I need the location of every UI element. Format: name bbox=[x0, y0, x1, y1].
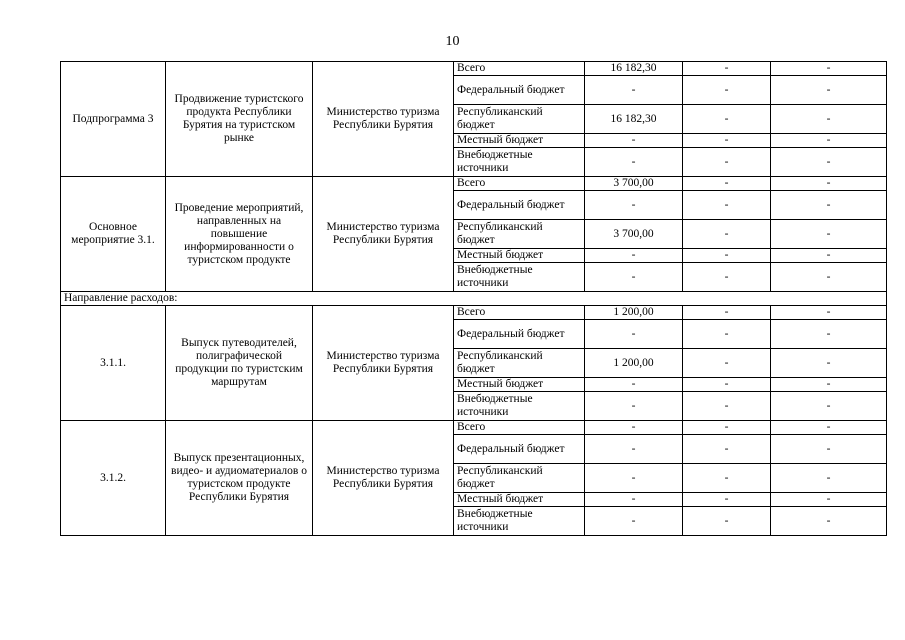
value-cell: - bbox=[771, 62, 887, 76]
value-cell: - bbox=[585, 435, 683, 464]
funding-source: Федеральный бюджет bbox=[454, 191, 585, 220]
value-cell: - bbox=[683, 220, 771, 249]
value-cell: - bbox=[771, 191, 887, 220]
funding-source: Внебюджетные источники bbox=[454, 263, 585, 292]
value-cell: - bbox=[683, 177, 771, 191]
value-cell: - bbox=[683, 392, 771, 421]
budget-table bbox=[60, 61, 887, 536]
value-cell: - bbox=[771, 76, 887, 105]
program-code: Подпрограмма 3 bbox=[61, 62, 166, 177]
value-cell: - bbox=[585, 464, 683, 493]
value-cell: 16 182,30 bbox=[585, 105, 683, 134]
value-cell: - bbox=[683, 105, 771, 134]
program-name: Проведение мероприятий, направленных на повышение информированности о туристском продукте bbox=[166, 177, 313, 292]
value-cell: - bbox=[771, 320, 887, 349]
funding-source: Федеральный бюджет bbox=[454, 320, 585, 349]
value-cell: - bbox=[683, 421, 771, 435]
value-cell: - bbox=[771, 105, 887, 134]
value-cell: - bbox=[585, 191, 683, 220]
funding-source: Внебюджетные источники bbox=[454, 148, 585, 177]
value-cell: 1 200,00 bbox=[585, 349, 683, 378]
program-name: Выпуск презентационных, видео- и аудиоматериалов о туристском продукте Республики Бурятия bbox=[166, 421, 313, 536]
funding-source: Всего bbox=[454, 306, 585, 320]
value-cell: - bbox=[683, 349, 771, 378]
value-cell: - bbox=[683, 464, 771, 493]
value-cell: - bbox=[683, 378, 771, 392]
funding-source: Федеральный бюджет bbox=[454, 435, 585, 464]
value-cell: - bbox=[771, 134, 887, 148]
program-name: Выпуск путеводителей, полиграфической продукции по туристским маршрутам bbox=[166, 306, 313, 421]
funding-source: Всего bbox=[454, 177, 585, 191]
value-cell: - bbox=[683, 306, 771, 320]
executor: Министерство туризма Республики Бурятия bbox=[313, 306, 454, 421]
value-cell: - bbox=[585, 134, 683, 148]
funding-source: Федеральный бюджет bbox=[454, 76, 585, 105]
value-cell: - bbox=[771, 435, 887, 464]
value-cell: - bbox=[585, 249, 683, 263]
value-cell: 3 700,00 bbox=[585, 177, 683, 191]
funding-source: Республиканский бюджет bbox=[454, 105, 585, 134]
value-cell: - bbox=[771, 148, 887, 177]
value-cell: - bbox=[683, 320, 771, 349]
value-cell: - bbox=[771, 177, 887, 191]
funding-source: Местный бюджет bbox=[454, 249, 585, 263]
value-cell: - bbox=[771, 464, 887, 493]
table-row bbox=[61, 292, 887, 306]
value-cell: - bbox=[683, 435, 771, 464]
funding-source: Республиканский бюджет bbox=[454, 464, 585, 493]
program-code: Основное мероприятие 3.1. bbox=[61, 177, 166, 292]
value-cell: 16 182,30 bbox=[585, 62, 683, 76]
funding-source: Местный бюджет bbox=[454, 134, 585, 148]
value-cell: - bbox=[771, 249, 887, 263]
value-cell: 1 200,00 bbox=[585, 306, 683, 320]
value-cell: 3 700,00 bbox=[585, 220, 683, 249]
value-cell: - bbox=[771, 421, 887, 435]
value-cell: - bbox=[771, 349, 887, 378]
funding-source: Местный бюджет bbox=[454, 378, 585, 392]
program-code: 3.1.2. bbox=[61, 421, 166, 536]
funding-source: Всего bbox=[454, 62, 585, 76]
value-cell: - bbox=[585, 507, 683, 536]
funding-source: Внебюджетные источники bbox=[454, 507, 585, 536]
value-cell: - bbox=[585, 148, 683, 177]
page-number: 10 bbox=[445, 34, 460, 49]
value-cell: - bbox=[683, 493, 771, 507]
funding-source: Всего bbox=[454, 421, 585, 435]
value-cell: - bbox=[771, 392, 887, 421]
table-row bbox=[61, 306, 887, 320]
table-row bbox=[61, 177, 887, 191]
value-cell: - bbox=[771, 263, 887, 292]
value-cell: - bbox=[683, 263, 771, 292]
value-cell: - bbox=[585, 378, 683, 392]
value-cell: - bbox=[585, 421, 683, 435]
value-cell: - bbox=[585, 493, 683, 507]
executor: Министерство туризма Республики Бурятия bbox=[313, 62, 454, 177]
funding-source: Внебюджетные источники bbox=[454, 392, 585, 421]
value-cell: - bbox=[771, 507, 887, 536]
executor: Министерство туризма Республики Бурятия bbox=[313, 177, 454, 292]
value-cell: - bbox=[771, 493, 887, 507]
direction-label: Направление расходов: bbox=[61, 292, 887, 306]
value-cell: - bbox=[771, 378, 887, 392]
value-cell: - bbox=[585, 76, 683, 105]
value-cell: - bbox=[683, 507, 771, 536]
value-cell: - bbox=[683, 249, 771, 263]
value-cell: - bbox=[683, 148, 771, 177]
program-code: 3.1.1. bbox=[61, 306, 166, 421]
funding-source: Республиканский бюджет bbox=[454, 220, 585, 249]
value-cell: - bbox=[771, 306, 887, 320]
value-cell: - bbox=[585, 392, 683, 421]
table-row bbox=[61, 421, 887, 435]
value-cell: - bbox=[585, 263, 683, 292]
table-row bbox=[61, 62, 887, 76]
funding-source: Республиканский бюджет bbox=[454, 349, 585, 378]
value-cell: - bbox=[771, 220, 887, 249]
program-name: Продвижение туристского продукта Республики Бурятия на туристском рынке bbox=[166, 62, 313, 177]
value-cell: - bbox=[683, 134, 771, 148]
value-cell: - bbox=[683, 62, 771, 76]
value-cell: - bbox=[683, 76, 771, 105]
executor: Министерство туризма Республики Бурятия bbox=[313, 421, 454, 536]
funding-source: Местный бюджет bbox=[454, 493, 585, 507]
value-cell: - bbox=[585, 320, 683, 349]
value-cell: - bbox=[683, 191, 771, 220]
